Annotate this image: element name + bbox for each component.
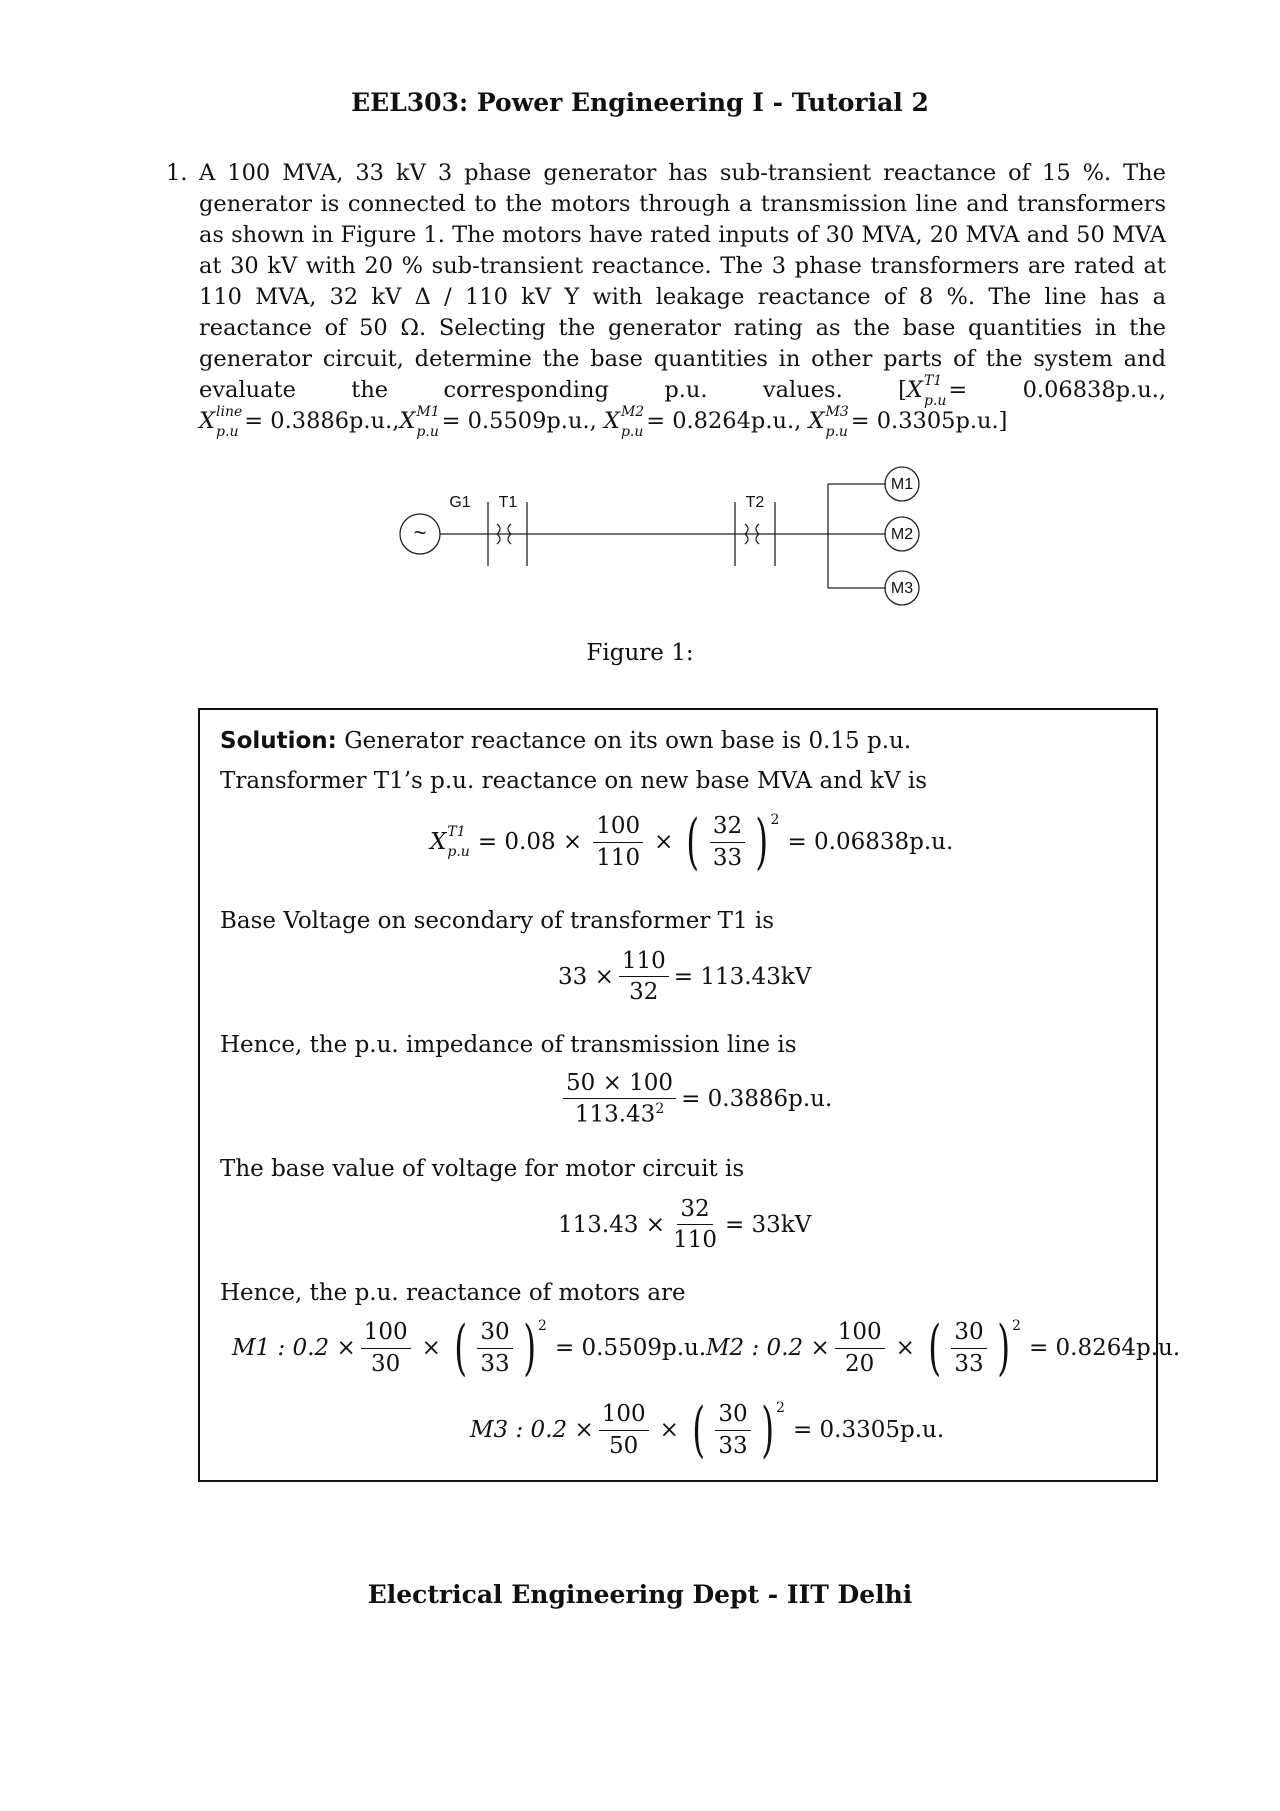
m3-label: M3	[890, 580, 914, 597]
circuit-diagram	[380, 460, 940, 620]
equation-m3: M3 : 0.2 × $\frac{100}{50}$ × ( $\frac{30}{33}$ ) $^2$ = 0.3305p.u.	[470, 1395, 945, 1465]
answer-t1: = 0.06838p.u.,	[948, 377, 1166, 403]
equation-line-impedance: $\frac{50 \times 100}{113.43^2}$ = 0.3886p.u.	[558, 1070, 832, 1129]
problem-number: 1.	[166, 160, 188, 186]
figure-caption: Figure 1:	[586, 640, 694, 666]
t2-label: T2	[745, 494, 765, 511]
equation-t1: X T1 p.u = 0.08 × $\frac{100}{110}$ × ( $\frac{32}{33}$ ) $^2$ = 0.06838p.u.	[430, 807, 954, 877]
solution-line-4: Hence, the p.u. impedance of transmission line is	[220, 1032, 797, 1058]
solution-box	[198, 708, 1181, 1482]
solution-line-6: Hence, the p.u. reactance of motors are	[220, 1280, 686, 1306]
solution-line-2: Transformer T1’s p.u. reactance on new base MVA and kV is	[220, 768, 928, 794]
solution-line-5: The base value of voltage for motor circuit is	[220, 1156, 745, 1182]
m2-label: M2	[890, 526, 914, 543]
generator-symbol-label: ~	[413, 520, 427, 545]
g1-label: G1	[449, 494, 471, 511]
equation-m1: M1 : 0.2 × $\frac{100}{30}$ × ( $\frac{30}{33}$ ) $^2$ = 0.5509p.u.	[232, 1313, 707, 1383]
answer-m1: = 0.5509p.u.,	[441, 408, 597, 434]
page-footer: Electrical Engineering Dept - IIT Delhi	[367, 1580, 913, 1609]
answer-line: = 0.3886p.u.,	[244, 408, 400, 434]
problem-1: 1. A 100 MVA, 33 kV 3 phase generator has sub-transient reactance of 15 %. The generator is connected to the motors through a transmission line and transformers as shown in Figure 1. The motors have rated inputs of 30 MVA, 20 MVA and 50 MVA at 30 kV with 20 % sub-transient reactance. The 3 phase transformers are rated at 110 MVA, 32 kV Δ / 110 kV Y with leakage reactance of 8 %. The line has a reactance of 50 Ω. Selecting the generator rating as the base quantities in the generator circuit, determine the base quantities in other parts of the system and evaluate the corresponding p.u. values. [X T1 p.u = 0.06838p.u., X line p.u = 0.3886p.u.,X M1 p.u = 0.5509p.u., X M2 p.u = 0.8264p.u., X M3 p.u = 0.3305p.u.]	[166, 160, 1166, 440]
equation-base-voltage: 33 × $\frac{110}{32}$ = 113.43kV	[558, 948, 812, 1006]
solution-line-1: Generator reactance on its own base is 0.15 p.u.	[344, 728, 912, 754]
solution-line-3: Base Voltage on secondary of transformer T1 is	[220, 908, 775, 934]
equation-motor-base: 113.43 × $\frac{32}{110}$ = 33kV	[558, 1196, 812, 1254]
m1-label: M1	[890, 476, 914, 493]
answer-m2: = 0.8264p.u.,	[646, 408, 802, 434]
answer-m3: = 0.3305p.u.	[850, 408, 999, 434]
page-title: EEL303: Power Engineering I - Tutorial 2	[351, 88, 929, 117]
equation-m2: M2 : 0.2 × $\frac{100}{20}$ × ( $\frac{30}{33}$ ) $^2$ = 0.8264p.u.	[706, 1313, 1181, 1383]
solution-heading: Solution:	[220, 728, 337, 754]
answer-list: [X T1 p.u = 0.06838p.u.,	[898, 373, 1166, 409]
problem-text: A 100 MVA, 33 kV 3 phase generator has sub-transient reactance of 15 %. The generator is connected to the motors through a transmission line and transformers as shown in Figure 1. The motors have rated inputs of 30 MVA, 20 MVA and 50 MVA at 30 kV with 20 % sub-transient reactance. The 3 phase transformers are rated at 110 MVA, 32 kV Δ / 110 kV Y with leakage reactance of 8 %. The line has a reactance of 50 Ω. Selecting the generator rating as the base quantities in the generator circuit, determine the base quantities in other parts of the system and evaluate the corresponding p.u. values.	[199, 160, 1166, 403]
t1-label: T1	[498, 494, 518, 511]
